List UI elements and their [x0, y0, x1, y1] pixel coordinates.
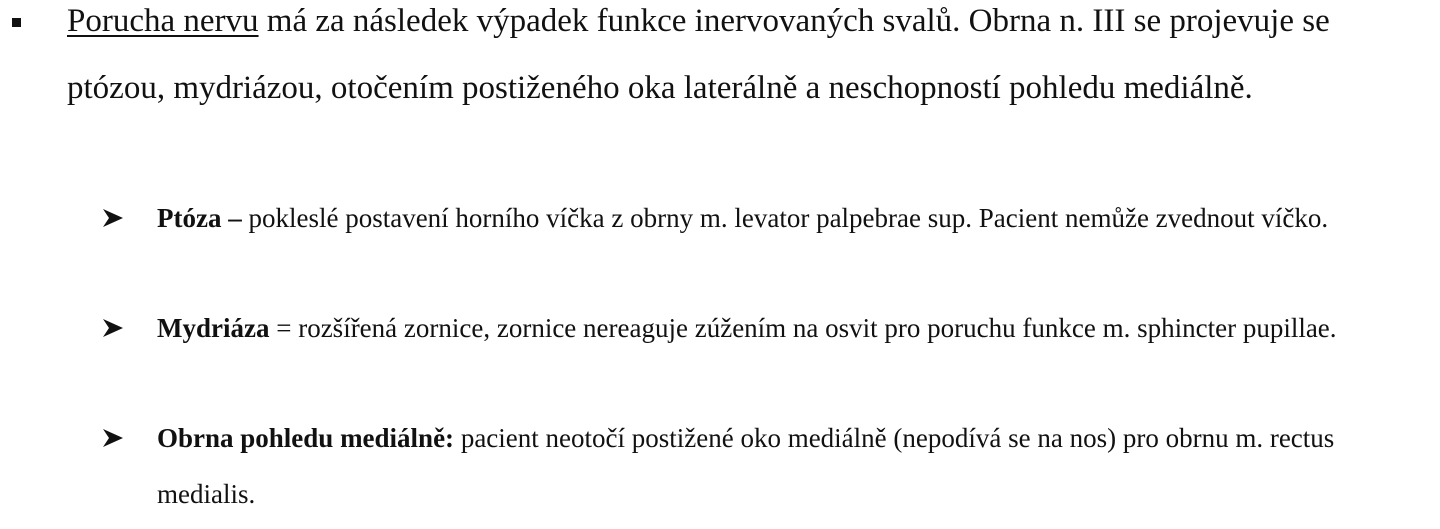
main-paragraph [67, 0, 1412, 122]
sub-description: = rozšířená zornice, zornice nereaguje zúžením na osvit pro poruchu funkce m. sphincter pupillae. [269, 313, 1337, 343]
main-term: Porucha nervu [67, 3, 259, 39]
arrowhead-bullet-icon [102, 208, 124, 228]
main-description: má za následek výpadek funkce inervovaných svalů. Obrna n. III se projevuje se ptózou, mydriázou, otočením postiženého oka laterálně a neschopností pohledu mediálně. [67, 3, 1330, 106]
arrowhead-bullet-icon [102, 318, 124, 338]
sub-term: Ptóza – [157, 203, 242, 233]
sub-paragraph [157, 410, 1427, 522]
sub-description: pacient neotočí postižené oko mediálně (nepodívá se na nos) pro obrnu m. rectus medialis. [157, 423, 1335, 509]
sub-paragraph [157, 190, 1427, 246]
sub-description: pokleslé postavení horního víčka z obrny m. levator palpebrae sup. Pacient nemůže zvednout víčko. [241, 203, 1329, 233]
sub-paragraph [157, 300, 1427, 356]
arrowhead-bullet-icon [102, 428, 124, 448]
sub-term: Mydriáza [157, 313, 270, 343]
square-bullet-icon [12, 18, 21, 27]
sub-term: Obrna pohledu mediálně: [157, 423, 455, 453]
